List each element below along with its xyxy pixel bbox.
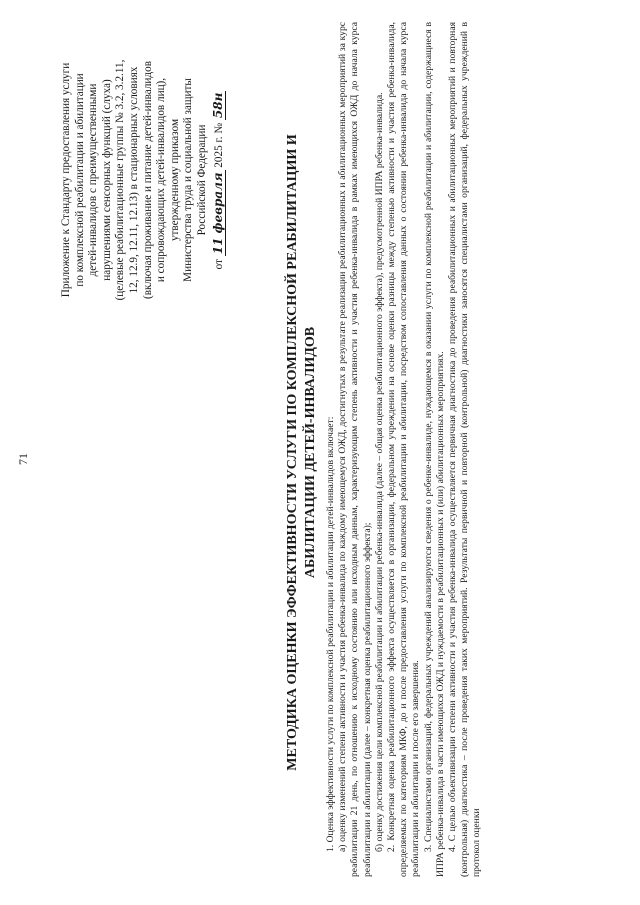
appendix-line: Министерства труда и социальной защиты	[182, 78, 195, 282]
appendix-line: (целевые реабилитационные группы № 3.2, 3.2.11,	[114, 59, 127, 301]
appendix-line: (включая проживание и питание детей-инвалидов	[141, 61, 154, 299]
paragraph: 4. С целью объективизации степени активности и участия ребенка-инвалида осуществляется первичная диагностика до проведения реабилитационных и абилитационных мероприятий и повторная (контрольная) диагностика – после проведения таких мероприятий. Результаты первичной и повторной (контрольной) диагностики заносятся специалистами организаций, федеральных учреждений в протокол оценки	[447, 22, 483, 877]
appendix-header	[60, 35, 226, 325]
appendix-line: Российской Федерации	[195, 124, 208, 236]
order-prefix: от	[212, 259, 225, 270]
appendix-line: утвержденному приказом	[168, 118, 181, 242]
order-line	[212, 35, 227, 325]
document-title	[284, 30, 320, 875]
paragraph: 2. Конкретная оценка реабилитационного эффекта осуществляется в организации, федеральном учреждении на основе оценки разницы между степенью активности и участия ребенка-инвалида, определяемых по категориям МКФ, до и после предоставления услуги по комплексной реабилитации и абилитации, посредством сопоставления данных о состоянии ребенка-инвалида до начала курса реабилитации и абилитации и после его завершения.	[386, 22, 422, 877]
appendix-line: 12, 12.9, 12.11, 12.13) в стационарных условиях	[127, 66, 140, 294]
order-year: 2025 г. №	[212, 122, 225, 168]
order-number-handwritten: 58н	[210, 92, 225, 119]
paragraph: б) оценку достижения цели комплексной реабилитации и абилитации ребенка-инвалида (далее – общая оценка реабилитационного эффекта), предусмотренной ИПРА ребенка-инвалида.	[373, 92, 385, 852]
page-number: 71	[16, 453, 30, 465]
appendix-line: по комплексной реабилитации и абилитации	[73, 73, 86, 287]
document-body	[325, 22, 484, 877]
order-date-handwritten: 11 февраля	[210, 172, 225, 255]
appendix-line: детей-инвалидов с преимущественными	[87, 83, 100, 277]
paragraph: 1. Оценка эффективности услуги по комплексной реабилитации и абилитации детей-инвалидов включает:	[325, 416, 336, 852]
appendix-line: и сопровождающих детей-инвалидов лиц),	[155, 77, 168, 283]
title-line-1: МЕТОДИКА ОЦЕНКИ ЭФФЕКТИВНОСТИ УСЛУГИ ПО КОМПЛЕКСНОЙ РЕАБИЛИТАЦИИ И	[285, 134, 300, 771]
appendix-line: нарушениями сенсорных функций (слуха)	[100, 79, 113, 281]
appendix-line: Приложение к Стандарту предоставления услуги	[60, 62, 72, 298]
title-line-2: АБИЛИТАЦИИ ДЕТЕЙ-ИНВАЛИДОВ	[303, 326, 318, 579]
paragraph: 3. Специалистами организаций, федеральных учреждений анализируются сведения о ребенке-инвалиде, нуждающемся в оказании услуги по комплексной реабилитации и абилитации, содержащиеся в ИПРА ребенка-инвалида в части имеющихся ОЖД и нуждаемости в реабилитационных и (или) абилитационных мероприятиях.	[422, 22, 446, 877]
paragraph: а) оценку изменений степени активности и участия ребенка-инвалида по каждому имеющемуся ОЖД, достигнутых в результате реализации реабилитационных и абилитационных мероприятий за курс реабилитации 21 день, по отношению к исходному состоянию или исходным данным, характеризующим степень активности и участия ребенка-инвалида в рамках имеющихся ОЖД до начала курса реабилитации и абилитации (далее – конкретная оценка реабилитационного эффекта);	[337, 22, 373, 877]
